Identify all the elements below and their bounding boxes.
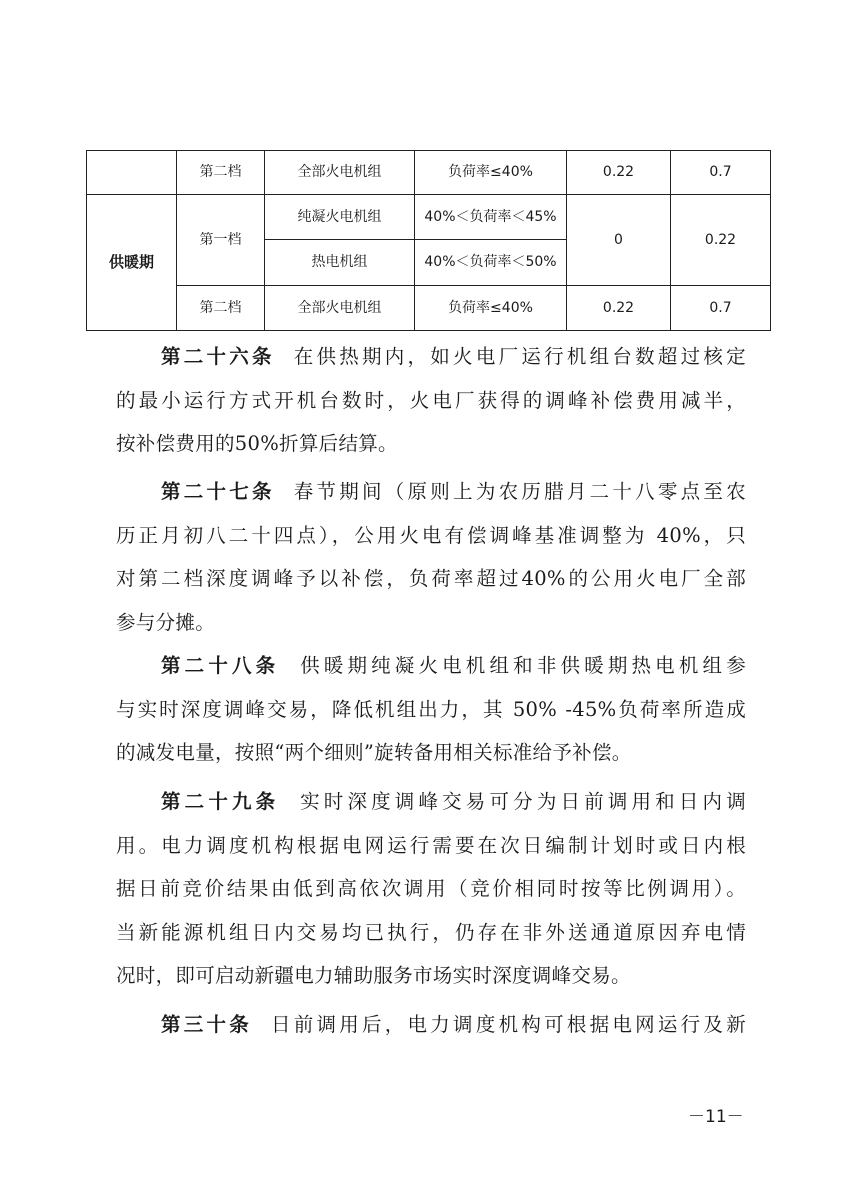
load-range-cell: 40%＜负荷率＜50% [415,240,567,286]
unit-type-cell: 全部火电机组 [265,151,415,195]
article-heading: 第二十七条 [161,480,275,503]
compensation-rate-table [86,150,771,331]
article-line: 与实时深度调峰交易，降低机组出力，其 50% -45%负荷率所造成 [116,697,746,721]
article-text: 日前调用后，电力调度机构可根据电网运行及新 [270,1013,746,1036]
tier-cell: 第二档 [177,151,265,195]
tier-cell: 第二档 [177,286,265,331]
article-line: 的减发电量，按照“两个细则”旋转备用相关标准给予补偿。 [116,741,632,764]
unit-type-cell: 全部火电机组 [265,286,415,331]
article-text: 春节期间（原则上为农历腊月二十八零点至农 [293,480,746,503]
unit-type-cell: 纯凝火电机组 [265,195,415,240]
article-first-line [116,780,746,824]
load-range-cell: 40%＜负荷率＜45% [415,195,567,240]
article-text: 供暖期纯凝火电机组和非供暖期热电机组参 [300,654,746,677]
price-high-cell: 0.7 [671,286,771,331]
article-first-line [116,644,746,688]
price-low-cell: 0.22 [567,151,671,195]
tier-cell: 第一档 [177,195,265,286]
article-heading: 第二十九条 [161,790,280,813]
table-row [87,151,771,195]
page-number: －11－ [688,1107,744,1127]
price-high-cell: 0.7 [671,151,771,195]
table-row [87,195,771,240]
price-high-cell: 0.22 [671,195,771,286]
article-line: 历正月初八二十四点），公用火电有偿调峰基准调整为 40%，只 [116,523,746,547]
article-line: 参与分摊。 [116,610,216,634]
article-heading: 第三十条 [161,1013,253,1036]
article-first-line [116,470,746,514]
article-line: 况时，即可启动新疆电力辅助服务市场实时深度调峰交易。 [116,964,631,987]
article-27 [116,470,746,644]
unit-type-cell: 热电机组 [265,240,415,286]
price-low-cell: 0 [567,195,671,286]
load-range-cell: 负荷率≤40% [415,286,567,331]
article-30 [116,1003,746,1047]
article-text: 实时深度调峰交易可分为日前调用和日内调 [300,790,746,813]
article-heading: 第二十六条 [161,345,275,368]
article-line: 按补偿费用的50%折算后结算。 [116,432,398,455]
article-line: 用。电力调度机构根据电网运行需要在次日编制计划时或日内根 [116,833,746,857]
article-28 [116,644,746,775]
article-29 [116,780,746,998]
article-first-line [116,335,746,379]
article-text: 在供热期内，如火电厂运行机组台数超过核定 [293,345,746,368]
article-line: 的最小运行方式开机台数时，火电厂获得的调峰补偿费用减半， [116,388,746,412]
period-cell-empty [87,151,177,195]
article-line: 据日前竞价结果由低到高依次调用（竞价相同时按等比例调用）。 [116,877,746,900]
price-low-cell: 0.22 [567,286,671,331]
article-line: 当新能源机组日内交易均已执行，仍存在非外送通道原因弃电情 [116,920,746,944]
load-range-cell: 负荷率≤40% [415,151,567,195]
table-row [87,286,771,331]
article-heading: 第二十八条 [161,654,280,677]
article-first-line [116,1003,746,1047]
heating-period-label: 供暖期 [87,195,177,331]
article-26 [116,335,746,466]
article-line: 对第二档深度调峰予以补偿，负荷率超过40%的公用火电厂全部 [116,567,746,590]
